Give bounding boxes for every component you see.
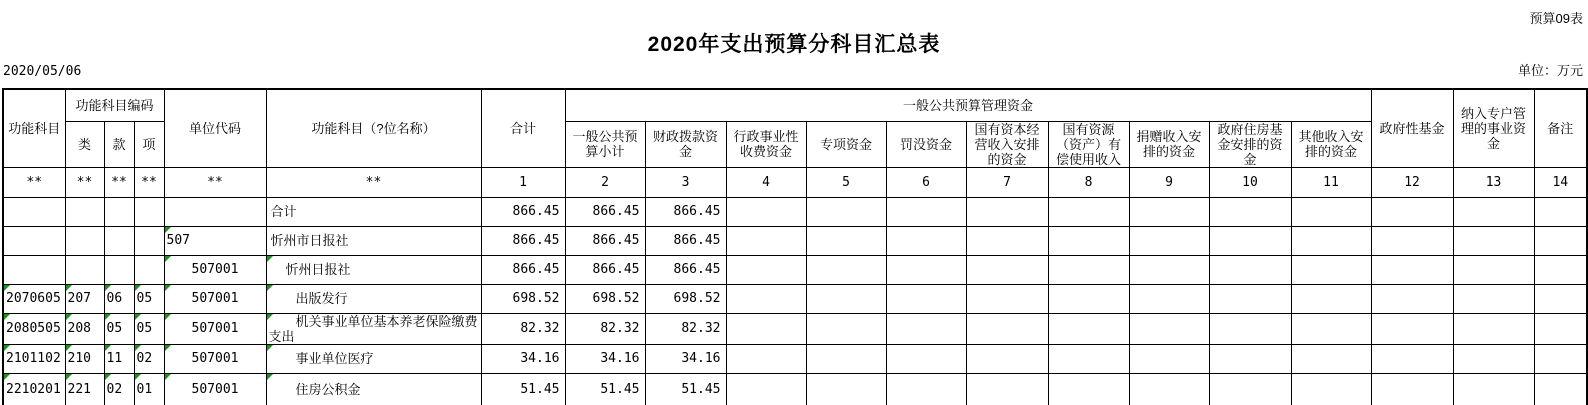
- index-star-cell: **: [104, 167, 134, 197]
- cell-empty: [1291, 344, 1371, 373]
- cell-unit-code: 507001: [164, 344, 266, 373]
- cell-empty: [1453, 284, 1534, 313]
- cell-class-code: 221: [65, 373, 104, 405]
- table-row: [3, 197, 1587, 226]
- cell-subject-name: 合计: [266, 197, 481, 226]
- cell-subject-name: 住房公积金: [266, 373, 481, 405]
- cell-value: 866.45: [481, 197, 565, 226]
- cell-empty: [1371, 373, 1453, 405]
- table-row: [3, 226, 1587, 255]
- cell-class-code: 207: [65, 284, 104, 313]
- cell-subject-name: 忻州日报社: [266, 255, 481, 284]
- cell-item-code: [134, 226, 164, 255]
- report-date: 2020/05/06: [3, 64, 82, 79]
- cell-value: 34.16: [481, 344, 565, 373]
- cell-empty: [1291, 197, 1371, 226]
- cell-empty: [966, 284, 1048, 313]
- cell-empty: [886, 373, 966, 405]
- cell-empty: [1371, 284, 1453, 313]
- header-section: 款: [104, 121, 134, 167]
- cell-empty: [806, 226, 886, 255]
- cell-empty: [1048, 284, 1129, 313]
- cell-empty: [806, 313, 886, 344]
- cell-class-code: [65, 226, 104, 255]
- cell-unit-code: 507001: [164, 255, 266, 284]
- index-number-cell: 12: [1371, 167, 1453, 197]
- cell-class-code: [65, 197, 104, 226]
- index-number-cell: 9: [1129, 167, 1209, 197]
- cell-unit-code: 507001: [164, 373, 266, 405]
- cell-value: 866.45: [565, 255, 645, 284]
- cell-value: 82.32: [481, 313, 565, 344]
- index-number-cell: 14: [1534, 167, 1587, 197]
- cell-empty: [1048, 373, 1129, 405]
- header-class: 类: [65, 121, 104, 167]
- cell-empty: [806, 344, 886, 373]
- cell-empty: [806, 197, 886, 226]
- header-func-code-group: 功能科目编码: [65, 89, 164, 121]
- cell-empty: [726, 284, 806, 313]
- cell-item-code: [134, 255, 164, 284]
- cell-func-code: [3, 197, 65, 226]
- cell-empty: [886, 284, 966, 313]
- index-number-cell: 11: [1291, 167, 1371, 197]
- index-number-cell: 4: [726, 167, 806, 197]
- cell-empty: [886, 255, 966, 284]
- cell-empty: [806, 284, 886, 313]
- cell-empty: [886, 344, 966, 373]
- cell-empty: [886, 197, 966, 226]
- header-sub-1: 财政拨款资金: [645, 121, 726, 167]
- cell-value: 866.45: [645, 226, 726, 255]
- header-sub-9: 其他收入安排的资金: [1291, 121, 1371, 167]
- index-star-cell: **: [266, 167, 481, 197]
- cell-value: 866.45: [565, 197, 645, 226]
- cell-empty: [1291, 255, 1371, 284]
- cell-unit-code: [164, 197, 266, 226]
- index-number-cell: 3: [645, 167, 726, 197]
- cell-empty: [1129, 284, 1209, 313]
- header-general-budget-group: 一般公共预算管理资金: [565, 89, 1371, 121]
- cell-subject-name: 出版发行: [266, 284, 481, 313]
- table-row: [3, 344, 1587, 373]
- header-special-account: 纳入专户管理的事业资金: [1453, 89, 1534, 167]
- cell-empty: [1453, 344, 1534, 373]
- cell-empty: [1209, 197, 1291, 226]
- cell-subject-name: 事业单位医疗: [266, 344, 481, 373]
- header-sub-4: 罚没资金: [886, 121, 966, 167]
- cell-class-code: 210: [65, 344, 104, 373]
- cell-item-code: 02: [134, 344, 164, 373]
- cell-empty: [1129, 344, 1209, 373]
- cell-func-code: [3, 255, 65, 284]
- index-star-cell: **: [164, 167, 266, 197]
- cell-empty: [1129, 197, 1209, 226]
- cell-item-code: 01: [134, 373, 164, 405]
- cell-empty: [726, 197, 806, 226]
- cell-empty: [1209, 226, 1291, 255]
- cell-section-code: [104, 255, 134, 284]
- index-number-cell: 7: [966, 167, 1048, 197]
- cell-empty: [1209, 255, 1291, 284]
- budget-table: [2, 88, 1588, 405]
- page-title: 2020年支出预算分科目汇总表: [647, 33, 941, 56]
- cell-value: 866.45: [565, 226, 645, 255]
- header-sub-2: 行政事业性收费资金: [726, 121, 806, 167]
- cell-empty: [1048, 255, 1129, 284]
- cell-value: 82.32: [645, 313, 726, 344]
- cell-empty: [1129, 255, 1209, 284]
- cell-value: 51.45: [645, 373, 726, 405]
- cell-empty: [1371, 344, 1453, 373]
- cell-unit-code: 507001: [164, 284, 266, 313]
- cell-empty: [1048, 226, 1129, 255]
- cell-empty: [1371, 255, 1453, 284]
- cell-section-code: 11: [104, 344, 134, 373]
- header-sub-8: 政府住房基金安排的资金: [1209, 121, 1291, 167]
- cell-empty: [1453, 255, 1534, 284]
- cell-empty: [806, 373, 886, 405]
- cell-subject-name: 机关事业单位基本养老保险缴费支出: [266, 313, 481, 344]
- cell-empty: [726, 226, 806, 255]
- cell-empty: [1129, 226, 1209, 255]
- cell-value: 698.52: [645, 284, 726, 313]
- header-sub-6: 国有资源（资产）有偿使用收入: [1048, 121, 1129, 167]
- cell-func-code: 2210201: [3, 373, 65, 405]
- cell-empty: [1371, 226, 1453, 255]
- table-row: [3, 373, 1587, 405]
- index-number-cell: 2: [565, 167, 645, 197]
- cell-empty: [726, 313, 806, 344]
- index-number-cell: 1: [481, 167, 565, 197]
- cell-empty: [1371, 197, 1453, 226]
- cell-empty: [886, 226, 966, 255]
- header-sub-0: 一般公共预算小计: [565, 121, 645, 167]
- table-row: [3, 255, 1587, 284]
- cell-empty: [1534, 373, 1587, 405]
- column-index-row: [3, 167, 1587, 197]
- cell-empty: [1291, 226, 1371, 255]
- cell-empty: [1453, 197, 1534, 226]
- cell-empty: [1291, 313, 1371, 344]
- cell-empty: [966, 344, 1048, 373]
- cell-unit-code: 507: [164, 226, 266, 255]
- cell-empty: [1371, 313, 1453, 344]
- header-sub-5: 国有资本经营收入安排的资金: [966, 121, 1048, 167]
- index-star-cell: **: [65, 167, 104, 197]
- index-star-cell: **: [3, 167, 65, 197]
- cell-empty: [1534, 313, 1587, 344]
- cell-empty: [966, 197, 1048, 226]
- header-row-1: [3, 89, 1587, 121]
- cell-section-code: 02: [104, 373, 134, 405]
- cell-empty: [1534, 197, 1587, 226]
- cell-func-code: [3, 226, 65, 255]
- index-number-cell: 10: [1209, 167, 1291, 197]
- cell-empty: [966, 373, 1048, 405]
- cell-empty: [1209, 373, 1291, 405]
- header-func-name: 功能科目（?位名称）: [266, 89, 481, 167]
- cell-value: 51.45: [481, 373, 565, 405]
- cell-empty: [1534, 226, 1587, 255]
- cell-empty: [966, 255, 1048, 284]
- cell-subject-name: 忻州市日报社: [266, 226, 481, 255]
- cell-empty: [1534, 284, 1587, 313]
- sheet-number-label: 预算09表: [1529, 11, 1583, 26]
- cell-empty: [1048, 344, 1129, 373]
- index-number-cell: 13: [1453, 167, 1534, 197]
- cell-empty: [1048, 313, 1129, 344]
- cell-section-code: [104, 226, 134, 255]
- cell-func-code: 2101102: [3, 344, 65, 373]
- cell-empty: [806, 255, 886, 284]
- cell-section-code: [104, 197, 134, 226]
- cell-empty: [1291, 284, 1371, 313]
- cell-class-code: [65, 255, 104, 284]
- index-number-cell: 5: [806, 167, 886, 197]
- cell-item-code: 05: [134, 313, 164, 344]
- cell-func-code: 2080505: [3, 313, 65, 344]
- header-gov-fund: 政府性基金: [1371, 89, 1453, 167]
- cell-empty: [1534, 344, 1587, 373]
- cell-value: 82.32: [565, 313, 645, 344]
- cell-item-code: 05: [134, 284, 164, 313]
- header-unit-code: 单位代码: [164, 89, 266, 167]
- index-number-cell: 8: [1048, 167, 1129, 197]
- header-sub-7: 捐赠收入安排的资金: [1129, 121, 1209, 167]
- cell-empty: [966, 226, 1048, 255]
- cell-empty: [1291, 373, 1371, 405]
- header-sub-3: 专项资金: [806, 121, 886, 167]
- cell-empty: [1453, 313, 1534, 344]
- cell-value: 866.45: [481, 226, 565, 255]
- cell-func-code: 2070605: [3, 284, 65, 313]
- cell-value: 698.52: [565, 284, 645, 313]
- cell-value: 34.16: [645, 344, 726, 373]
- cell-empty: [726, 344, 806, 373]
- cell-empty: [1129, 313, 1209, 344]
- cell-class-code: 208: [65, 313, 104, 344]
- unit-note: 单位：万元: [1517, 63, 1583, 78]
- index-number-cell: 6: [886, 167, 966, 197]
- header-func-subject: 功能科目: [3, 89, 65, 167]
- header-remark: 备注: [1534, 89, 1587, 167]
- table-row: [3, 313, 1587, 344]
- cell-empty: [1048, 197, 1129, 226]
- cell-empty: [1129, 373, 1209, 405]
- cell-value: 34.16: [565, 344, 645, 373]
- cell-empty: [726, 255, 806, 284]
- cell-empty: [1534, 255, 1587, 284]
- index-star-cell: **: [134, 167, 164, 197]
- cell-section-code: 06: [104, 284, 134, 313]
- cell-empty: [1209, 313, 1291, 344]
- cell-empty: [966, 313, 1048, 344]
- cell-item-code: [134, 197, 164, 226]
- cell-value: 866.45: [645, 255, 726, 284]
- table-row: [3, 284, 1587, 313]
- cell-empty: [1209, 284, 1291, 313]
- cell-empty: [1453, 373, 1534, 405]
- cell-empty: [726, 373, 806, 405]
- cell-value: 866.45: [481, 255, 565, 284]
- cell-section-code: 05: [104, 313, 134, 344]
- cell-empty: [886, 313, 966, 344]
- cell-value: 698.52: [481, 284, 565, 313]
- cell-empty: [1453, 226, 1534, 255]
- cell-value: 51.45: [565, 373, 645, 405]
- cell-empty: [1209, 344, 1291, 373]
- header-item: 项: [134, 121, 164, 167]
- cell-value: 866.45: [645, 197, 726, 226]
- header-total: 合计: [481, 89, 565, 167]
- cell-unit-code: 507001: [164, 313, 266, 344]
